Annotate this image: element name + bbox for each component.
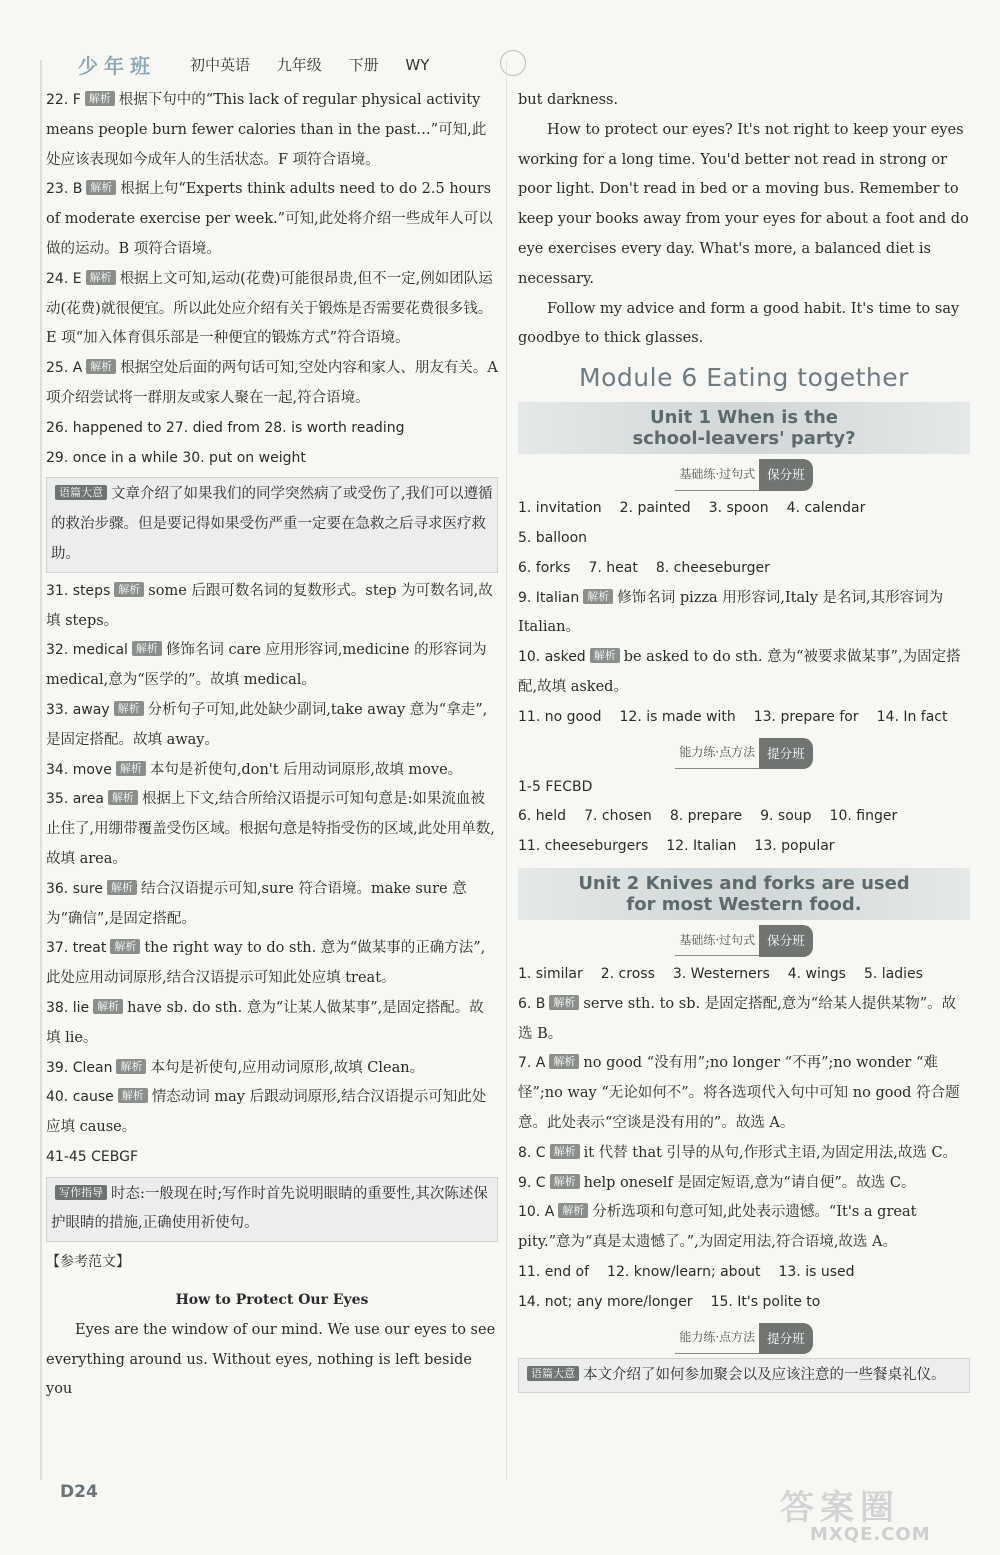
answer-40: 40. cause 解析 情态动词 may 后跟动词原形,结合汉语提示可知此处应填 cause。 — [46, 1089, 487, 1136]
grade: 九年级 — [276, 56, 322, 74]
essay-continuation: but darkness. — [518, 92, 619, 108]
passage-summary: 语篇大意 文章介绍了如果我们的同学突然病了或受伤了,我们可以遵循的救治步骤。但是要记得如果受伤严重一定要在急救之后寻求医疗救助。 — [46, 477, 498, 572]
essay-paragraph-1: Eyes are the window of our mind. We use our eyes to see everything around us. Without eyes, nothing is left beside you — [46, 1321, 496, 1398]
u1-row-3: 11. no good 12. is made with 13. prepare for 14. In fact — [518, 708, 948, 725]
answers-29-30: 29. once in a while 30. put on weight — [46, 449, 306, 466]
answer-38: 38. lie 解析 have sb. do sth. 意为“让某人做某事”,是固定搭配。故填 lie。 — [46, 999, 484, 1046]
essay-paragraph-3: Follow my advice and form a good habit. It's time to say goodbye to thick glasses. — [518, 300, 960, 347]
answer-31: 31. steps 解析 some 后跟可数名词的复数形式。step 为可数名词,故填 steps。 — [46, 582, 493, 629]
answer-32: 32. medical 解析 修饰名词 care 应用形容词,medicine 的形容词为 medical,意为“医学的”。故填 medical。 — [46, 642, 487, 689]
section-bar-ability-2: 能力练·点方法 提分班 — [518, 1328, 970, 1350]
brand-logo: 少年班 — [78, 54, 156, 78]
u2-answer-9: 9. C 解析 help oneself 是固定短语,意为“请自便”。故选 C。 — [518, 1174, 916, 1191]
unit2-banner: Unit 2 Knives and forks are used for most Western food. — [518, 868, 970, 920]
volume: 下册 — [348, 56, 379, 74]
u1-row-6: 11. cheeseburgers 12. Italian 13. popular — [518, 838, 835, 855]
answer-39: 39. Clean 解析 本句是祈使句,应用动词原形,故填 Clean。 — [46, 1059, 425, 1076]
u1-row-4: 1-5 FECBD — [518, 778, 593, 795]
answer-23: 23. B 解析 根据上句“Experts think adults need to do 2.5 hours of moderate exercise per week.”可知,此处将介绍一些成年人可以做的运动。B 项符合语境。 — [46, 181, 493, 257]
subject: 初中英语 — [190, 56, 251, 74]
module-title: Module 6 Eating together — [579, 363, 909, 393]
u1-row-5: 6. held 7. chosen 8. prepare 9. soup 10. finger — [518, 808, 898, 825]
answer-24: 24. E 解析 根据上文可知,运动(花费)可能很昂贵,但不一定,例如团队运动(花费)就很便宜。所以此处应介绍有关于锻炼是否需要花费很多钱。E 项“加入体育俱乐部是一种便宜的锻炼方式”符合语境。 — [46, 270, 493, 347]
left-rule — [40, 60, 42, 1480]
essay-title: How to Protect Our Eyes — [175, 1292, 369, 1309]
answer-36: 36. sure 解析 结合汉语提示可知,sure 符合语境。make sure 意为“确信”,是固定搭配。 — [46, 880, 467, 927]
left-column — [46, 86, 498, 1405]
right-column — [518, 86, 970, 1397]
u2-answer-10: 10. A 解析 分析选项和句意可知,此处表示遗憾。“It's a great pity.”意为“真是太遗憾了。”,为固定用法,符合语境,故选 A。 — [518, 1204, 917, 1251]
u1-answer-9: 9. Italian 解析 修饰名词 pizza 用形容词,Italy 是名词,其形容词为 Italian。 — [518, 589, 944, 636]
watermark-logo: 答案圈 MXQE.COM — [780, 1488, 931, 1545]
u1-row-2: 6. forks 7. heat 8. cheeseburger — [518, 559, 770, 576]
decor-icon — [500, 50, 526, 76]
u2-row-2: 11. end of 12. know/learn; about 13. is used — [518, 1263, 855, 1280]
essay-paragraph-2: How to protect our eyes? It's not right to keep your eyes working for a long time. You'd better not read in strong or poor light. Don't read in bed or a moving bus. Remember to keep your books away from your eyes for about a foot and do eye exercises every day. What's more, a balanced diet is necessary. — [518, 121, 969, 287]
answer-33: 33. away 解析 分析句子可知,此处缺少副词,take away 意为“拿走”,是固定搭配。故填 away。 — [46, 701, 488, 748]
u1-row-1: 1. invitation 2. painted 3. spoon 4. calendar 5. balloon — [518, 500, 866, 546]
u1-answer-10: 10. asked 解析 be asked to do sth. 意为“被要求做某事”,为固定搭配,故填 asked。 — [518, 649, 961, 695]
section-bar-basic: 基础练·过句式 保分班 — [518, 464, 970, 486]
answer-35: 35. area 解析 根据上下文,结合所给汉语提示可知句意是:如果流血被止住了,用绷带覆盖受伤区域。根据句意是特指受伤的区域,此处用单数,故填 area。 — [46, 791, 495, 867]
answer-22: 22. F 解析 根据下句中的“This lack of regular physical activity means people burn fewer calories than in the past…”可知,此处应该表现如今成年人的生活状态。F 项符合语境。 — [46, 92, 487, 168]
section-bar-basic-2: 基础练·过句式 保分班 — [518, 930, 970, 952]
book-meta — [190, 54, 451, 75]
passage-summary-2: 语篇大意 本文介绍了如何参加聚会以及应该注意的一些餐桌礼仪。 — [518, 1358, 970, 1394]
u2-row-1: 1. similar 2. cross 3. Westerners 4. wings 5. ladies — [518, 965, 923, 982]
section-bar-ability: 能力练·点方法 提分班 — [518, 743, 970, 765]
u2-answer-6: 6. B 解析 serve sth. to sb. 是固定搭配,意为“给某人提供某物”。故选 B。 — [518, 995, 957, 1042]
u2-row-3: 14. not; any more/longer 15. It's polite to — [518, 1293, 821, 1310]
writing-guide: 写作指导 时态:一般现在时;写作时首先说明眼睛的重要性,其次陈述保护眼睛的措施,正确使用祈使句。 — [46, 1177, 498, 1243]
column-divider — [506, 60, 507, 1480]
answers-41-45: 41-45 CEBGF — [46, 1148, 139, 1165]
answers-26-28: 26. happened to 27. died from 28. is worth reading — [46, 419, 405, 436]
answer-34: 34. move 解析 本句是祈使句,don't 后用动词原形,故填 move。 — [46, 761, 463, 778]
unit1-banner: Unit 1 When is the school-leavers' party? — [518, 402, 970, 454]
reference-label: 【参考范文】 — [46, 1254, 130, 1271]
edition: WY — [405, 56, 430, 74]
u2-answer-7: 7. A 解析 no good “没有用”;no longer “不再”;no wonder “难怪”;no way “无论如何不”。将各选项代入句中可知 no good 符合题意。此处表示“空谈是没有用的”。故选 A。 — [518, 1055, 960, 1131]
u2-answer-8: 8. C 解析 it 代替 that 引导的从句,作形式主语,为固定用法,故选 C。 — [518, 1144, 958, 1161]
answer-25: 25. A 解析 根据空处后面的两句话可知,空处内容和家人、朋友有关。A 项介绍尝试将一群朋友或家人聚在一起,符合语境。 — [46, 360, 498, 406]
page-number: D24 — [60, 1482, 98, 1502]
page-header — [40, 48, 520, 78]
answer-37: 37. treat 解析 the right way to do sth. 意为“做某事的正确方法”,此处应用动词原形,结合汉语提示可知此处应填 treat。 — [46, 940, 486, 987]
